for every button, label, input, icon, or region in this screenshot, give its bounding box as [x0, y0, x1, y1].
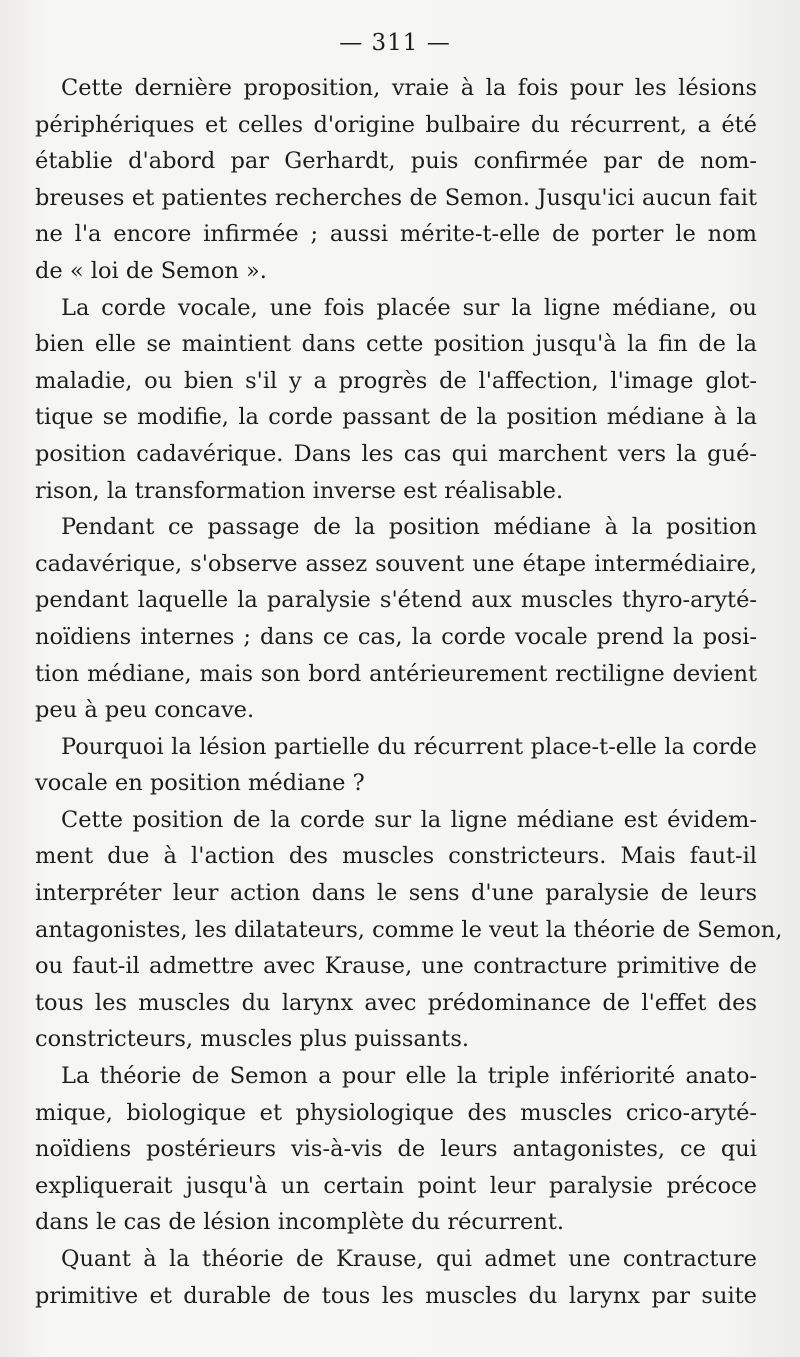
- text-line: Pendant ce passage de la position médiane à la position: [61, 514, 757, 541]
- body-text: [35, 70, 783, 1314]
- text-line: ne l'a encore infirmée ; aussi mérite-t-elle de porter le nom: [35, 221, 757, 248]
- page-number: — 311 —: [339, 30, 451, 56]
- paragraph: [35, 1058, 757, 1241]
- text-line: maladie, ou bien s'il y a progrès de l'affection, l'image glot-: [35, 367, 757, 394]
- text-line: établie d'abord par Gerhardt, puis confirmée par de nom-: [35, 148, 757, 175]
- text-line: vocale en position médiane ?: [35, 770, 365, 797]
- text-line: noïdiens internes ; dans ce cas, la corde vocale prend la posi-: [35, 623, 757, 650]
- text-line: primitive et durable de tous les muscles du larynx par suite: [35, 1282, 757, 1309]
- text-line: rison, la transformation inverse est réalisable.: [35, 477, 564, 504]
- text-line: peu à peu concave.: [35, 697, 255, 724]
- text-line: breuses et patientes recherches de Semon. Jusqu'ici aucun fait: [35, 184, 757, 211]
- text-line: Cette dernière proposition, vraie à la fois pour les lésions: [61, 75, 757, 101]
- paragraph: [35, 1241, 757, 1314]
- text-line: tique se modifie, la corde passant de la position médiane à la: [35, 404, 757, 431]
- text-line: Cette position de la corde sur la ligne médiane est évidem-: [61, 806, 757, 833]
- text-line: interpréter leur action dans le sens d'une paralysie de leurs: [35, 880, 757, 907]
- text-line: position cadavérique. Dans les cas qui marchent vers la gué-: [35, 440, 757, 467]
- text-line: dans le cas de lésion incomplète du récurrent.: [35, 1209, 565, 1236]
- text-line: Pourquoi la lésion partielle du récurrent place-t-elle la corde: [61, 733, 757, 760]
- text-line: expliquerait jusqu'à un certain point leur paralysie précoce: [35, 1172, 757, 1199]
- text-line: Quant à la théorie de Krause, qui admet une contracture: [61, 1246, 757, 1272]
- text-line: pendant laquelle la paralysie s'étend aux muscles thyro-aryté-: [35, 587, 757, 614]
- text-line: tous les muscles du larynx avec prédominance de l'effet des: [35, 989, 757, 1016]
- paragraph: [35, 70, 757, 290]
- text-line: La théorie de Semon a pour elle la triple infériorité anato-: [61, 1063, 757, 1090]
- paragraph: [35, 290, 757, 510]
- text-line: La corde vocale, une fois placée sur la ligne médiane, ou: [61, 294, 757, 321]
- text-line: périphériques et celles d'origine bulbaire du récurrent, a été: [35, 111, 757, 138]
- paragraph: [35, 802, 783, 1058]
- text-line: antagonistes, les dilatateurs, comme le veut la théorie de Semon,: [35, 916, 783, 943]
- text-line: de « loi de Semon ».: [35, 257, 267, 284]
- text-line: bien elle se maintient dans cette position jusqu'à la fin de la: [35, 331, 757, 358]
- paragraph: [35, 729, 757, 802]
- text-line: mique, biologique et physiologique des muscles crico-aryté-: [35, 1099, 757, 1126]
- paragraph: [35, 509, 757, 729]
- text-line: tion médiane, mais son bord antérieurement rectiligne devient: [35, 660, 757, 687]
- text-line: constricteurs, muscles plus puissants.: [35, 1026, 470, 1053]
- text-line: noïdiens postérieurs vis-à-vis de leurs antagonistes, ce qui: [35, 1136, 757, 1163]
- text-line: cadavérique, s'observe assez souvent une étape intermédiaire,: [35, 550, 757, 577]
- text-line: ou faut-il admettre avec Krause, une contracture primitive de: [35, 953, 757, 980]
- text-line: ment due à l'action des muscles constricteurs. Mais faut-il: [35, 843, 757, 870]
